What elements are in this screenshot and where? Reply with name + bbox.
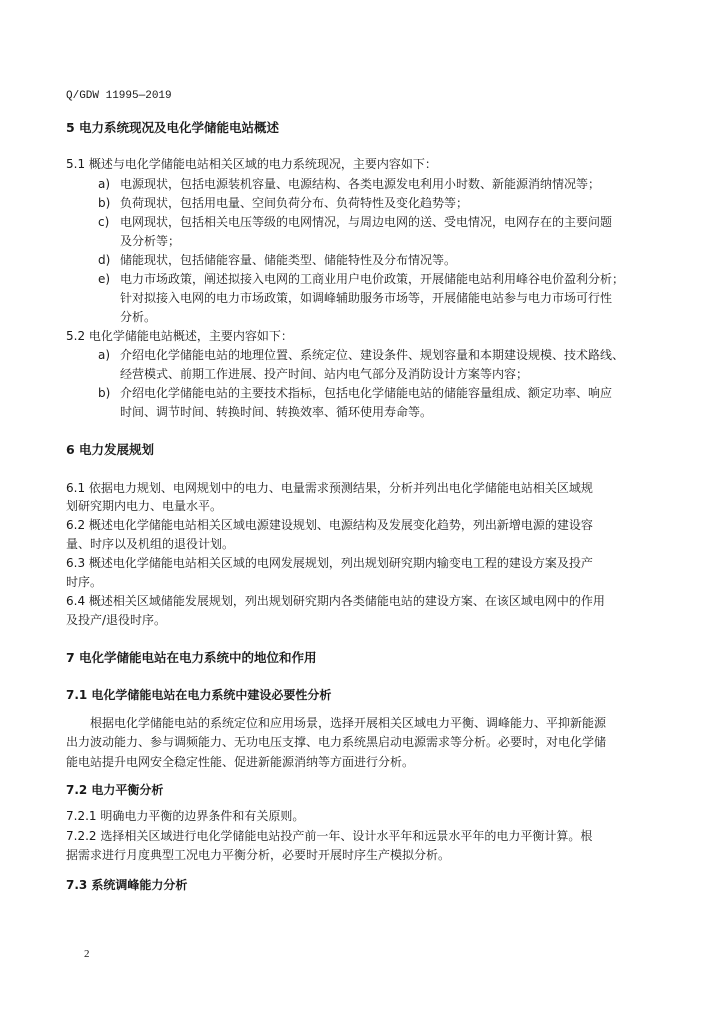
clause-6-3-line: 6.3 概述电化学储能电站相关区域的电网发展规划，列出规划研究期内输变电工程的建设方案及投产 <box>66 556 593 570</box>
list-item-line: 电网现状，包括相关电压等级的电网情况，与周边电网的送、受电情况，电网存在的主要问题 <box>120 215 613 229</box>
clause-6-1-line: 6.1 依据电力规划、电网规划中的电力、电量需求预测结果，分析并列出电化学储能电站相关区域规 <box>66 481 593 495</box>
list-marker: b) <box>98 196 111 210</box>
list-item-line: 介绍电化学储能电站的地理位置、系统定位、建设条件、规划容量和本期建设规模、技术路线、 <box>120 348 625 362</box>
list-item-line: 经营模式、前期工作进展、投产时间、站内电气部分及消防设计方案等内容； <box>120 367 529 381</box>
clause-7-2-1: 7.2.1 明确电力平衡的边界条件和有关原则。 <box>66 809 305 823</box>
list-item-line: 介绍电化学储能电站的主要技术指标，包括电化学储能电站的储能容量组成、额定功率、响应 <box>120 386 613 400</box>
clause-6-1-line: 划研究期内电力、电量水平。 <box>66 499 223 513</box>
clause-5-1-lead: 5.1 概述与电化学储能电站相关区域的电力系统现况，主要内容如下： <box>66 157 437 171</box>
clause-6-4-line: 6.4 概述相关区域储能发展规划，列出规划研究期内各类储能电站的建设方案、在该区域电网中的作用 <box>66 594 605 608</box>
list-marker: e) <box>98 272 111 286</box>
list-marker: c) <box>98 215 110 229</box>
paragraph-line: 能电站提升电网安全稳定性能、促进新能源消纳等方面进行分析。 <box>66 755 415 769</box>
clause-6-3-line: 时序。 <box>66 575 103 589</box>
paragraph-line: 出力波动能力、参与调频能力、无功电压支撑、电力系统黑启动电源需求等分析。必要时，对电化学储 <box>66 735 607 749</box>
clause-6-2-line: 6.2 概述电化学储能电站相关区域电源建设规划、电源结构及发展变化趋势，列出新增电源的建设容 <box>66 518 593 532</box>
page-number: 2 <box>84 948 90 960</box>
clause-7-2-2-line: 7.2.2 选择相关区域进行电化学储能电站投产前一年、设计水平年和远景水平年的电力平衡计算。根 <box>66 829 593 843</box>
list-item-line: 分析。 <box>120 310 157 324</box>
list-item-line: 负荷现状，包括用电量、空间负荷分布、负荷特性及变化趋势等； <box>120 196 469 210</box>
section-7-heading: 7 电化学储能电站在电力系统中的地位和作用 <box>66 650 317 665</box>
standard-number: Q/GDW 11995—2019 <box>66 90 172 102</box>
list-marker: a) <box>98 348 111 362</box>
section-5-heading: 5 电力系统现况及电化学储能电站概述 <box>66 120 280 135</box>
clause-6-4-line: 及投产/退役时序。 <box>66 613 167 627</box>
list-item-line: 储能现状，包括储能容量、储能类型、储能特性及分布情况等。 <box>120 253 457 267</box>
list-item-line: 电力市场政策，阐述拟接入电网的工商业用户电价政策，开展储能电站利用峰谷电价盈利分析； <box>120 272 625 286</box>
section-6-heading: 6 电力发展规划 <box>66 442 155 457</box>
list-marker: a) <box>98 177 111 191</box>
paragraph-line: 根据电化学储能电站的系统定位和应用场景，选择开展相关区域电力平衡、调峰能力、平抑新能源 <box>90 716 607 730</box>
list-item-line: 电源现状，包括电源装机容量、电源结构、各类电源发电利用小时数、新能源消纳情况等； <box>120 177 601 191</box>
list-item-line: 及分析等； <box>120 234 181 248</box>
clause-7-1-heading: 7.1 电化学储能电站在电力系统中建设必要性分析 <box>66 688 332 702</box>
clause-7-2-2-line: 据需求进行月度典型工况电力平衡分析，必要时开展时序生产模拟分析。 <box>66 848 451 862</box>
list-marker: d) <box>98 253 111 267</box>
clause-7-2-heading: 7.2 电力平衡分析 <box>66 783 164 797</box>
list-item-line: 针对拟接入电网的电力市场政策，如调峰辅助服务市场等，开展储能电站参与电力市场可行性 <box>120 291 613 305</box>
clause-5-2-lead: 5.2 电化学储能电站概述，主要内容如下： <box>66 329 293 343</box>
list-item-line: 时间、调节时间、转换时间、转换效率、循环使用寿命等。 <box>120 405 433 419</box>
clause-7-3-heading: 7.3 系统调峰能力分析 <box>66 878 188 892</box>
list-marker: b) <box>98 386 111 400</box>
clause-6-2-line: 量、时序以及机组的退役计划。 <box>66 537 235 551</box>
